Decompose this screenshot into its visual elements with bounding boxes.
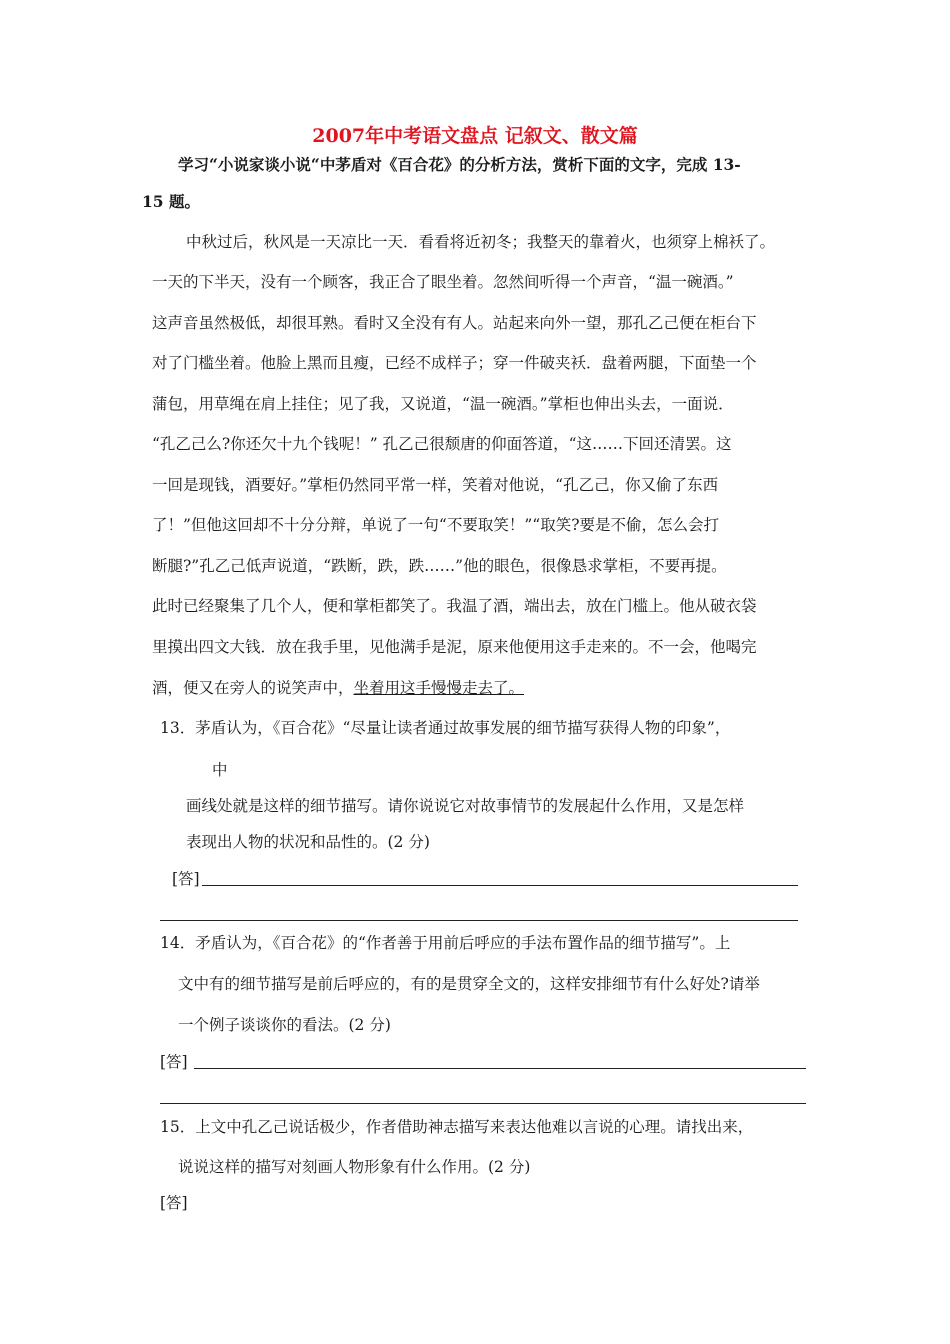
passage-line: 断腿?”孔乙己低声说道，“跌断，跌，跌……”他的眼色，很像恳求掌柜，不要再提。	[152, 557, 727, 575]
answer-line[interactable]	[194, 1068, 806, 1069]
answer-line[interactable]	[160, 1103, 806, 1104]
question-line: 中	[212, 761, 228, 779]
passage-line: 中秋过后，秋风是一天凉比一天．看看将近初冬；我整天的靠着火，也须穿上棉袄了。	[186, 233, 776, 251]
question-line: 说说这样的描写对刻画人物形象有什么作用。(2 分)	[178, 1158, 531, 1176]
question-line: 15．上文中孔乙己说话极少，作者借助神志描写来表达他难以言说的心理。请找出来，	[160, 1118, 754, 1136]
question-line: 表现出人物的状况和品性的。(2 分)	[186, 833, 430, 851]
passage-plain-text: 酒，便又在旁人的说笑声中，	[152, 679, 354, 697]
passage-line: 对了门槛坐着。他脸上黑而且瘦，已经不成样子；穿一件破夹袄．盘着两腿，下面垫一个	[152, 354, 757, 372]
instruction-line-2: 15 题。	[142, 192, 200, 211]
passage-line: 这声音虽然极低，却很耳熟。看时又全没有有人。站起来向外一望，那孔乙己便在柜台下	[152, 314, 757, 332]
question-line: 画线处就是这样的细节描写。请你说说它对故事情节的发展起什么作用，又是怎样	[186, 797, 745, 815]
question-line: 14．矛盾认为，《百合花》的“作者善于用前后呼应的手法布置作品的细节描写”。上	[160, 934, 731, 952]
answer-line[interactable]	[160, 920, 798, 921]
passage-line: 一回是现钱，酒要好。”掌柜仍然同平常一样，笑着对他说，“孔乙己，你又偷了东西	[152, 476, 719, 494]
page-title: 2007年中考语文盘点 记叙文、散文篇	[312, 125, 638, 147]
passage-line: 一天的下半天，没有一个顾客，我正合了眼坐着。忽然间听得一个声音，“温一碗酒。”	[152, 273, 734, 291]
question-line: 13．茅盾认为，《百合花》“尽量让读者通过故事发展的细节描写获得人物的印象”，	[160, 719, 731, 737]
passage-line-last	[152, 678, 524, 698]
passage-line: 里摸出四文大钱．放在我手里，见他满手是泥，原来他便用这手走来的。不一会，他喝完	[152, 638, 757, 656]
passage-line: 了！”但他这回却不十分分辩，单说了一句“不要取笑！”“取笑?要是不偷，怎么会打	[152, 516, 720, 534]
answer-label: [答]	[172, 870, 200, 888]
underlined-detail: 坐着用这手慢慢走去了。	[353, 679, 525, 697]
answer-line[interactable]	[202, 885, 798, 886]
instruction-line-1: 学习“小说家谈小说“中茅盾对《百合花》的分析方法，赏析下面的文字，完成 13-	[178, 155, 741, 174]
passage-line: 此时已经聚集了几个人，便和掌柜都笑了。我温了酒，端出去，放在门槛上。他从破衣袋	[152, 597, 757, 615]
passage-line: 蒲包，用草绳在肩上挂住；见了我，又说道，“温一碗酒。”掌柜也伸出头去，一面说．	[152, 395, 734, 413]
question-line: 文中有的细节描写是前后呼应的，有的是贯穿全文的，这样安排细节有什么好处?请举	[178, 975, 760, 993]
passage-line: “孔乙己么?你还欠十九个钱呢！” 孔乙己很颓唐的仰面答道，“这……下回还清罢。这	[152, 435, 732, 453]
answer-label: [答]	[160, 1194, 188, 1212]
question-line: 一个例子谈谈你的看法。(2 分)	[178, 1016, 391, 1034]
answer-label: [答]	[160, 1053, 188, 1071]
